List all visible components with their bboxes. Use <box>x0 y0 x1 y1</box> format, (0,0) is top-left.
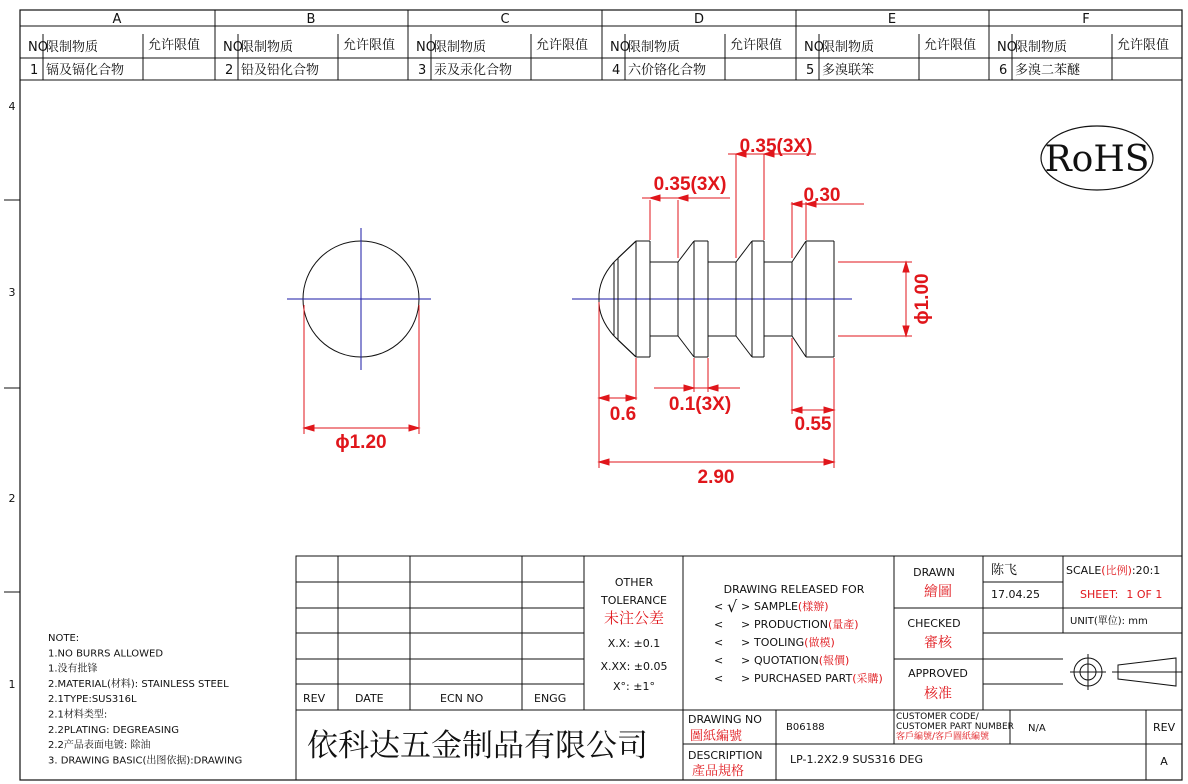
release-arrow: > <box>741 618 751 631</box>
checked-label: CHECKED <box>907 617 961 630</box>
table-header-limit: 允许限值 <box>148 38 201 53</box>
table-header-no: NO <box>28 40 48 55</box>
table-cell-no: 1 <box>30 63 39 78</box>
table-header-substance: 限制物质 <box>434 40 487 55</box>
table-header-limit: 允许限值 <box>924 38 977 53</box>
unit-field: UNIT(單位): mm <box>1070 616 1148 627</box>
note-line: 2.MATERIAL(材料): STAINLESS STEEL <box>48 678 229 690</box>
rev-value: A <box>1160 755 1168 768</box>
release-option-1: PRODUCTION(量產) <box>754 618 859 631</box>
scale-field: SCALE(比例):20:1 <box>1066 564 1161 577</box>
release-option-0: SAMPLE(樣辦) <box>754 600 829 613</box>
release-arrow: > <box>741 672 751 685</box>
dim-front-diameter: ϕ1.20 <box>335 432 387 453</box>
table-header-substance: 限制物质 <box>628 40 681 55</box>
table-header-no: NO <box>804 40 824 55</box>
grid-row-labels <box>9 100 16 691</box>
note-line: 3. DRAWING BASIC(出图依据):DRAWING <box>48 755 243 767</box>
grid-col-f: F <box>1082 12 1090 27</box>
drawn-label-cn: 繪圖 <box>924 584 952 600</box>
customer-cn-label: 客戶編號/客戶圖紙編號 <box>896 732 990 742</box>
restricted-substances-table <box>20 26 1182 80</box>
table-header-limit: 允许限值 <box>1117 38 1170 53</box>
table-header-no: NO <box>223 40 243 55</box>
customer-code-label: CUSTOMER CODE/ <box>896 712 979 722</box>
dim-groove-lower: 0.35(3X) <box>653 174 727 195</box>
dim-overall-length: 2.90 <box>697 467 735 488</box>
table-header-substance: 限制物质 <box>241 40 294 55</box>
table-header-substance: 限制物质 <box>46 40 99 55</box>
description-label-cn: 產品規格 <box>692 764 745 779</box>
grid-col-e: E <box>887 12 897 27</box>
table-cell-substance: 多溴联笨 <box>822 63 875 78</box>
release-option-3: QUOTATION(報價) <box>754 654 850 667</box>
release-bracket: < <box>714 636 724 649</box>
approved-label-cn: 核准 <box>924 686 952 702</box>
date-header: DATE <box>355 692 384 705</box>
release-bracket: < <box>714 672 724 685</box>
rohs-label: RoHS <box>1044 139 1150 180</box>
tolerance-title-cn: 未注公差 <box>603 609 665 627</box>
side-view <box>572 136 933 488</box>
table-cell-no: 4 <box>612 63 621 78</box>
grid-column-labels <box>113 12 1090 27</box>
front-view <box>287 228 431 453</box>
drawn-label: DRAWN <box>913 566 955 579</box>
grid-row-3: 3 <box>8 286 16 299</box>
release-title: DRAWING RELEASED FOR <box>723 583 865 596</box>
ecn-header: ECN NO <box>440 692 484 705</box>
grid-col-c: C <box>500 12 510 27</box>
table-cell-substance: 六价铬化合物 <box>628 63 707 78</box>
table-header-limit: 允许限值 <box>730 38 783 53</box>
table-header-substance: 限制物质 <box>1015 40 1068 55</box>
release-bracket: < <box>714 600 724 613</box>
dim-side-diameter: ϕ1.00 <box>912 273 933 325</box>
tolerance-title-2: TOLERANCE <box>600 594 668 607</box>
drawing-no-label: DRAWING NO <box>688 713 762 726</box>
drawn-by: 陈飞 <box>991 563 1018 578</box>
note-line: 2.2产品表面电镀: 除油 <box>48 740 151 752</box>
drawing-no-label-cn: 圖紙編號 <box>690 729 743 744</box>
dim-chamfer: 0.6 <box>609 404 637 425</box>
customer-part-label: CUSTOMER PART NUMBER <box>896 722 1014 732</box>
table-header-limit: 允许限值 <box>536 38 589 53</box>
release-option-4: PURCHASED PART(采購) <box>754 672 883 685</box>
release-bracket: < <box>714 654 724 667</box>
grid-row-4: 4 <box>8 100 16 113</box>
table-cell-no: 3 <box>418 63 427 78</box>
notes <box>48 633 242 766</box>
sheet-field: SHEET: 1 OF 1 <box>1080 588 1163 601</box>
description-value: LP-1.2X2.9 SUS316 DEG <box>790 753 923 766</box>
release-arrow: > <box>741 654 751 667</box>
release-check-icon: √ <box>727 597 738 616</box>
tolerance-xx: X.X: ±0.1 <box>607 637 661 650</box>
tolerance-angle: X°: ±1° <box>613 680 655 693</box>
grid-col-b: B <box>306 12 316 27</box>
tolerance-title: OTHER <box>614 576 654 589</box>
table-cell-no: 5 <box>806 63 815 78</box>
checked-label-cn: 審核 <box>924 635 952 651</box>
dim-end-width: 0.30 <box>803 185 841 206</box>
note-line: 1.没有批锋 <box>48 663 98 675</box>
release-option-2: TOOLING(做模) <box>754 636 835 649</box>
table-cell-no: 2 <box>225 63 234 78</box>
note-line: 2.1材料类型: <box>48 709 108 721</box>
drawing-no-value: B06188 <box>786 722 825 733</box>
table-cell-substance: 汞及汞化合物 <box>434 63 513 78</box>
table-header-substance: 限制物质 <box>822 40 875 55</box>
grid-row-1: 1 <box>8 678 16 691</box>
dim-gap: 0.1(3X) <box>668 394 732 415</box>
customer-value: N/A <box>1028 723 1046 734</box>
table-cell-no: 6 <box>999 63 1008 78</box>
table-cell-substance: 多溴二苯醚 <box>1015 63 1081 78</box>
release-arrow: > <box>741 600 751 613</box>
table-header-limit: 允许限值 <box>343 38 396 53</box>
company-name: 依科达五金制品有限公司 <box>307 728 648 764</box>
projection-symbol <box>1070 654 1182 690</box>
release-bracket: < <box>714 618 724 631</box>
approved-label: APPROVED <box>908 667 968 680</box>
note-line: 2.2PLATING: DEGREASING <box>48 724 180 736</box>
engg-header: ENGG <box>534 692 567 705</box>
grid-col-a: A <box>112 12 122 27</box>
table-header-no: NO <box>997 40 1017 55</box>
note-line: 2.1TYPE:SUS316L <box>48 694 137 706</box>
table-header-no: NO <box>416 40 436 55</box>
rev-label: REV <box>1153 721 1176 734</box>
grid-col-d: D <box>693 12 705 27</box>
drawn-date: 17.04.25 <box>991 588 1040 601</box>
description-label: DESCRIPTION <box>688 749 763 762</box>
grid-row-2: 2 <box>8 492 16 505</box>
dim-tail: 0.55 <box>794 414 832 435</box>
table-cell-substance: 镉及镉化合物 <box>46 63 125 78</box>
table-header-no: NO <box>610 40 630 55</box>
dim-groove-upper: 0.35(3X) <box>739 136 813 157</box>
note-line: NOTE: <box>48 633 80 644</box>
release-arrow: > <box>741 636 751 649</box>
rev-header: REV <box>303 692 326 705</box>
note-line: 1.NO BURRS ALLOWED <box>48 648 164 660</box>
tolerance-xxx: X.XX: ±0.05 <box>600 660 668 673</box>
table-cell-substance: 铅及铅化合物 <box>241 63 320 78</box>
